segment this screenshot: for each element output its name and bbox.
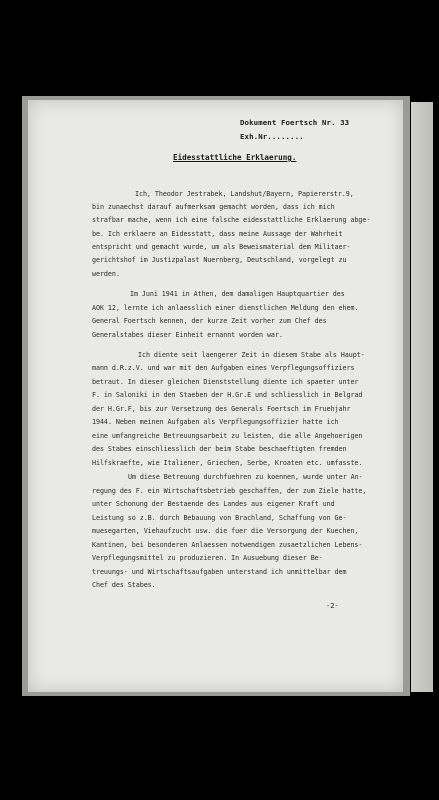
text-line: des Stabes einschliesslich der beim Stabe beschaeftigten fremden bbox=[92, 445, 347, 453]
text-line: Hilfskraefte, wie Italiener, Griechen, Serbe, Kroaten etc. umfasste. bbox=[92, 459, 363, 467]
text-line: Leistung so z.B. durch Bebauung von Brachland, Schaffung von Ge- bbox=[92, 514, 347, 522]
text-line: unter Schonung der Bestaende des Landes aus eigener Kraft und bbox=[92, 500, 335, 508]
text-line: Verpflegungsmittel zu produzieren. In Ausuebung dieser Be- bbox=[92, 554, 323, 562]
text-line: der H.Gr.F, bis zur Versetzung des Generals Foertsch im Fruehjahr bbox=[92, 405, 351, 413]
document-reference: Dokument Foertsch Nr. 33 bbox=[240, 118, 350, 127]
text-line: Ich diente seit laengerer Zeit in diesem Stabe als Haupt- bbox=[138, 351, 365, 359]
text-line: regung des F. ein Wirtschaftsbetrieb geschaffen, der zum Ziele hatte, bbox=[92, 487, 367, 495]
text-line: Ich, Theodor Jestrabek, Landshut/Bayern, Papiererstr.9, bbox=[135, 190, 354, 198]
text-line: Chef des Stabes. bbox=[92, 581, 156, 589]
page-number: -2- bbox=[326, 602, 339, 610]
text-line: Um diese Betreuung durchfuehren zu koennen, wurde unter An- bbox=[128, 473, 363, 481]
text-line: Kantinen, bei besonderen Anlaessen notwendigen zusaetzlichen Lebens- bbox=[92, 541, 363, 549]
text-line: be. Ich erklaere an Eidesstatt, dass meine Aussage der Wahrheit bbox=[92, 230, 343, 238]
text-line: eine umfangreiche Betreuungsarbeit zu leisten, die alle Angehoerigen bbox=[92, 432, 363, 440]
document-title: Eidesstattliche Erklaerung. bbox=[173, 153, 297, 162]
text-line: F. in Saloniki in den Staeben der H.Gr.E und schliesslich in Belgrad bbox=[92, 391, 363, 399]
text-line: AOK 12, lernte ich anlaesslich einer dienstlichen Meldung den ehem. bbox=[92, 304, 359, 312]
page-edge bbox=[411, 102, 433, 692]
text-line: General Foertsch kennen, der kurze Zeit vorher zum Chef des bbox=[92, 317, 327, 325]
text-line: betraut. In dieser gleichen Dienststellung diente ich spaeter unter bbox=[92, 378, 359, 386]
text-line: werden. bbox=[92, 270, 120, 278]
exhibit-number: Exh.Nr........ bbox=[240, 132, 304, 141]
text-line: Im Juni 1941 in Athen, dem damaligen Hauptquartier des bbox=[130, 290, 345, 298]
text-line: muesegarten, Viehaufzucht usw. die fuer die Versorgung der Kuechen, bbox=[92, 527, 359, 535]
text-line: gerichtshof im Justizpalast Nuernberg, Deutschland, vorgelegt zu bbox=[92, 256, 347, 264]
text-line: treuungs- und Wirtschaftsaufgaben unterstand ich unmittelbar dem bbox=[92, 568, 347, 576]
text-line: mann d.R.z.V. und war mit den Aufgaben eines Verpflegungsoffiziers bbox=[92, 364, 355, 372]
text-line: 1944. Neben meinen Aufgaben als Verpflegungsoffizier hatte ich bbox=[92, 418, 339, 426]
text-line: entspricht und gemacht wurde, um als Beweismaterial dem Militaer- bbox=[92, 243, 351, 251]
text-line: Generalstabes dieser Einheit ernannt worden war. bbox=[92, 331, 283, 339]
text-line: strafbar mache, wenn ich eine falsche eidesstattliche Erklaerung abge- bbox=[92, 216, 371, 224]
text-line: bin zunaechst darauf aufmerksam gemacht worden, dass ich mich bbox=[92, 203, 335, 211]
